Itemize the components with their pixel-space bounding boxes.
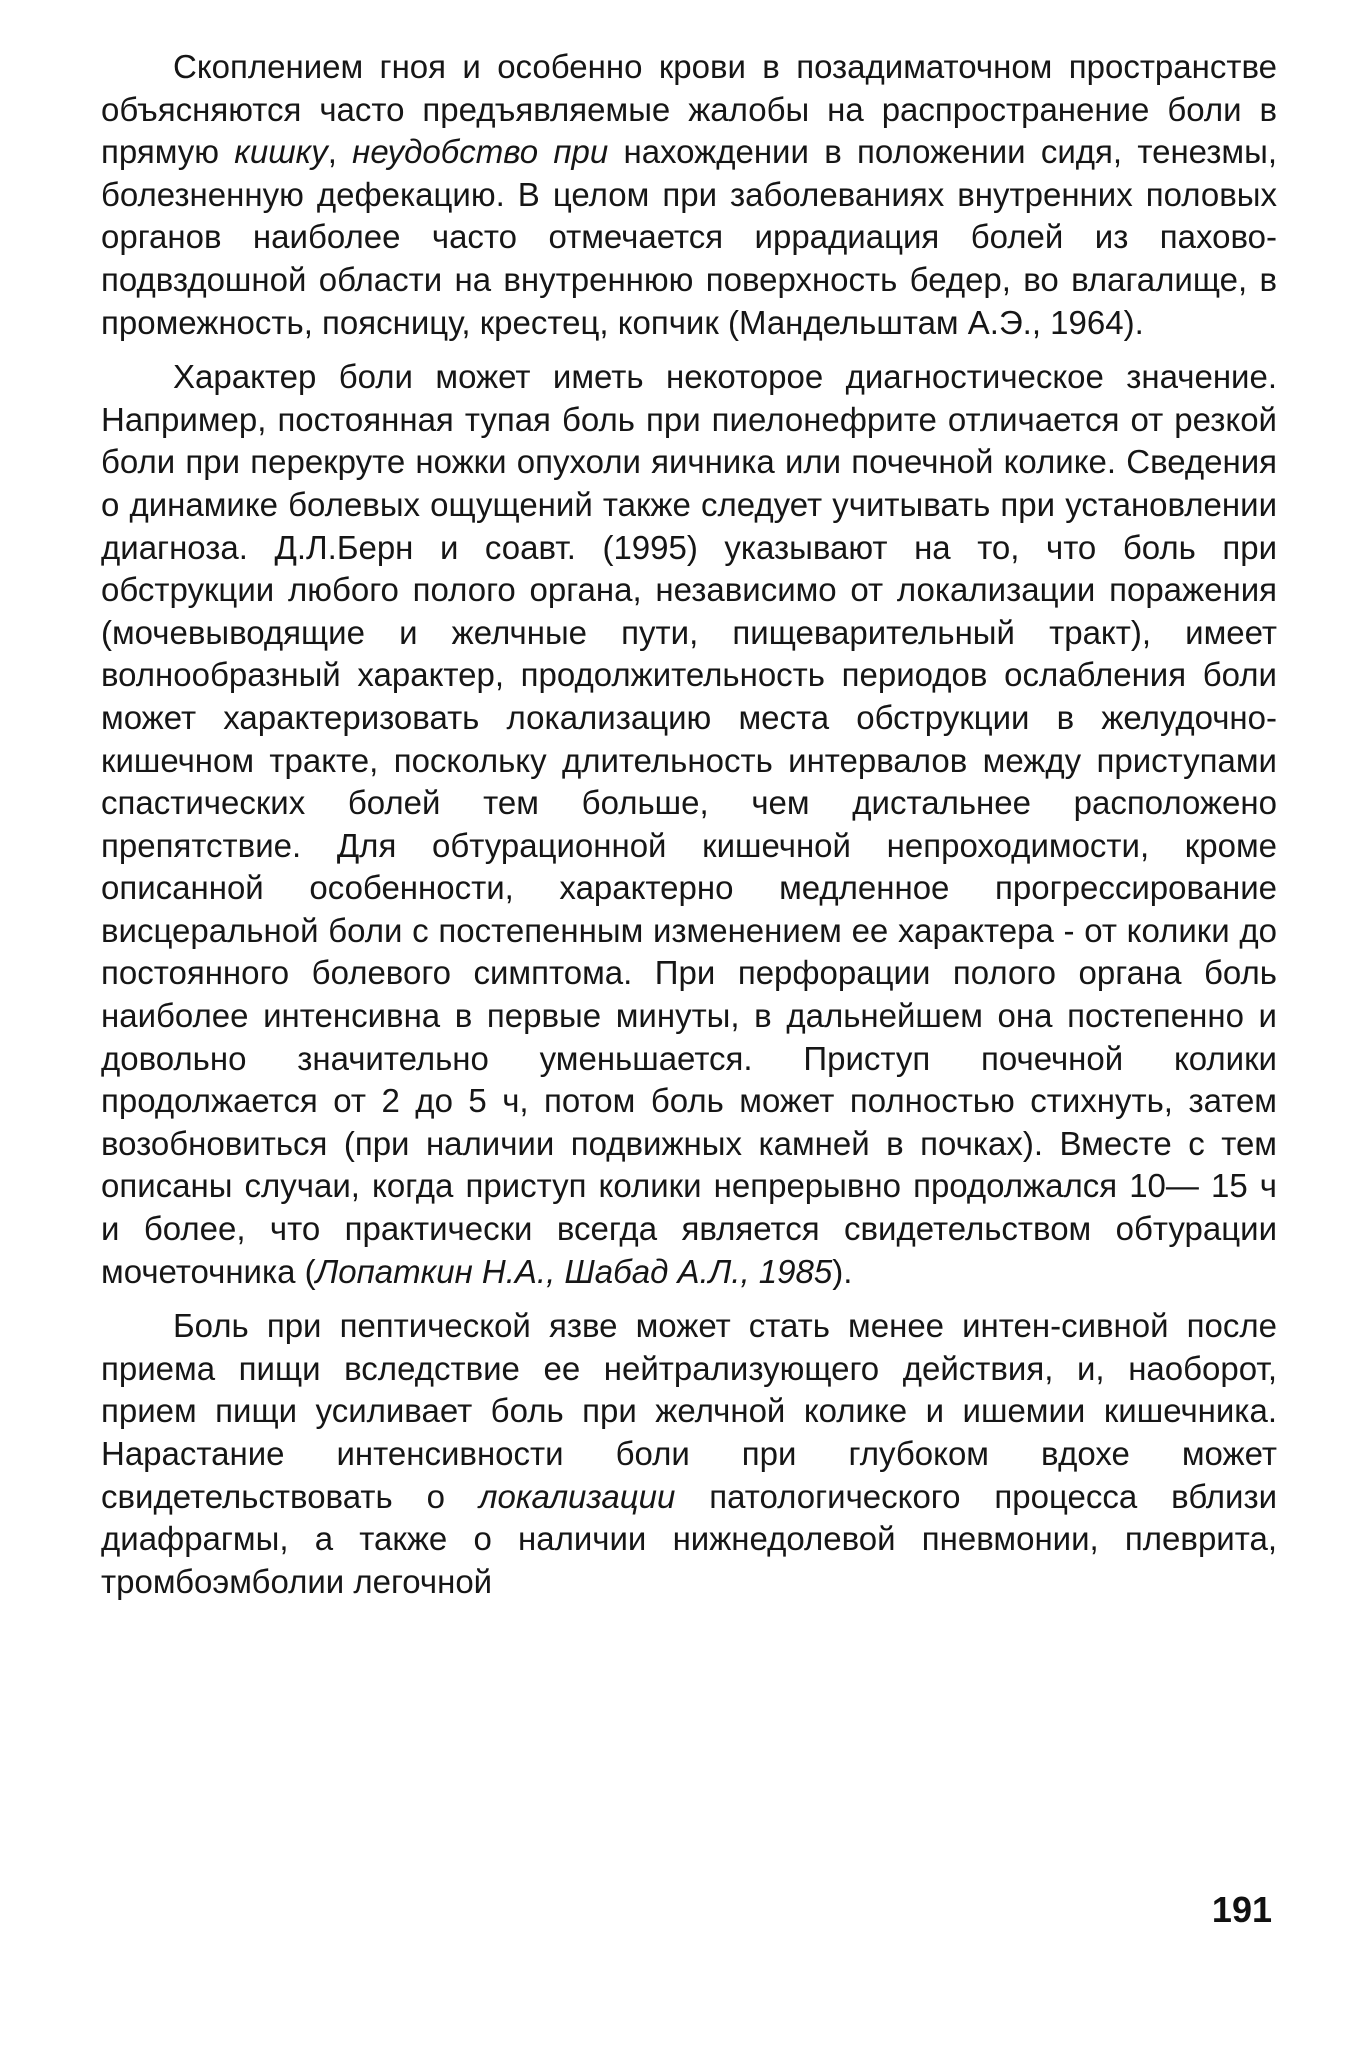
paragraph-1 (101, 46, 1277, 344)
paragraph-2 (101, 356, 1277, 1293)
page-number: 191 (1211, 1889, 1272, 1930)
text-segment-italic: локализации (478, 1477, 676, 1515)
text-segment: Боль при пептической язве может стать менее интен-сивной после приема пищи вследствие ее нейтрализующего действия, и, наоборот, прием пищи усиливает боль при желчной колике и ишемии кишечника. Нарастание интенсивности боли при глубоком вдохе может свидетельствовать о (101, 1307, 1277, 1515)
text-segment: нахождении в положении сидя, тенезмы, болезненную дефекацию. В целом при заболеваниях внутренних половых органов наиболее часто отмечается иррадиация болей из пахово-подвздошной области на внутреннюю поверхность бедер, во влагалище, в промежность, поясницу, крестец, копчик (Мандельштам А.Э., 1964). (101, 133, 1278, 341)
body-text (101, 46, 1277, 1603)
text-segment: Характер боли может иметь некоторое диагностическое значение. Например, постоянная тупая боль при пиелонефрите отличается от резкой боли при перекруте ножки опухоли яичника или почечной колике. Сведения о динамике болевых ощущений также следует учитывать при установлении диагноза. Д.Л.Берн и соавт. (1995) указывают на то, что боль при обструкции любого полого органа, независимо от локализации поражения (мочевыводящие и желчные пути, пищеварительный тракт), имеет волнообразный характер, продолжительность периодов ослабления боли может характеризовать локализацию места обструкции в желудочно-кишечном тракте, поскольку длительность интервалов между приступами спастических болей тем больше, чем дистальнее расположено препятствие. Для обтурационной кишечной непроходимости, кроме описанной особенности, характерно медленное прогрессирование висцеральной боли с постепенным изменением ее характера - от колики до постоянного болевого симптома. При перфорации полого органа боль наиболее интенсивна в первые минуты, в дальнейшем она постепенно и довольно значительно уменьшается. Приступ почечной колики продолжается от 2 до 5 ч, потом боль может полностью стихнуть, затем возобновиться (при наличии подвижных камней в почках). Вместе с тем описаны случаи, когда приступ колики непрерывно продолжался 10— 15 ч и более, что практически всегда является свидетельством обтурации мочеточника ( (101, 358, 1277, 1290)
paragraph-3 (101, 1305, 1277, 1603)
text-segment: Скоплением гноя и особенно крови в позадиматочном пространстве объясняются часто предъявляемые жалобы на распространение боли в прямую (101, 48, 1277, 171)
text-segment: патологического процесса вблизи диафрагмы, а также о наличии нижнедолевой пневмонии, плеврита, тромбоэмболии легочной (101, 1477, 1278, 1600)
text-segment-italic: неудобство при (352, 133, 609, 171)
text-segment-italic: кишку (234, 133, 328, 171)
text-segment: ). (832, 1252, 853, 1290)
citation-italic: Лопаткин Н.А., Шабад А.Л., 1985 (315, 1252, 833, 1290)
text-segment: , (327, 133, 353, 171)
